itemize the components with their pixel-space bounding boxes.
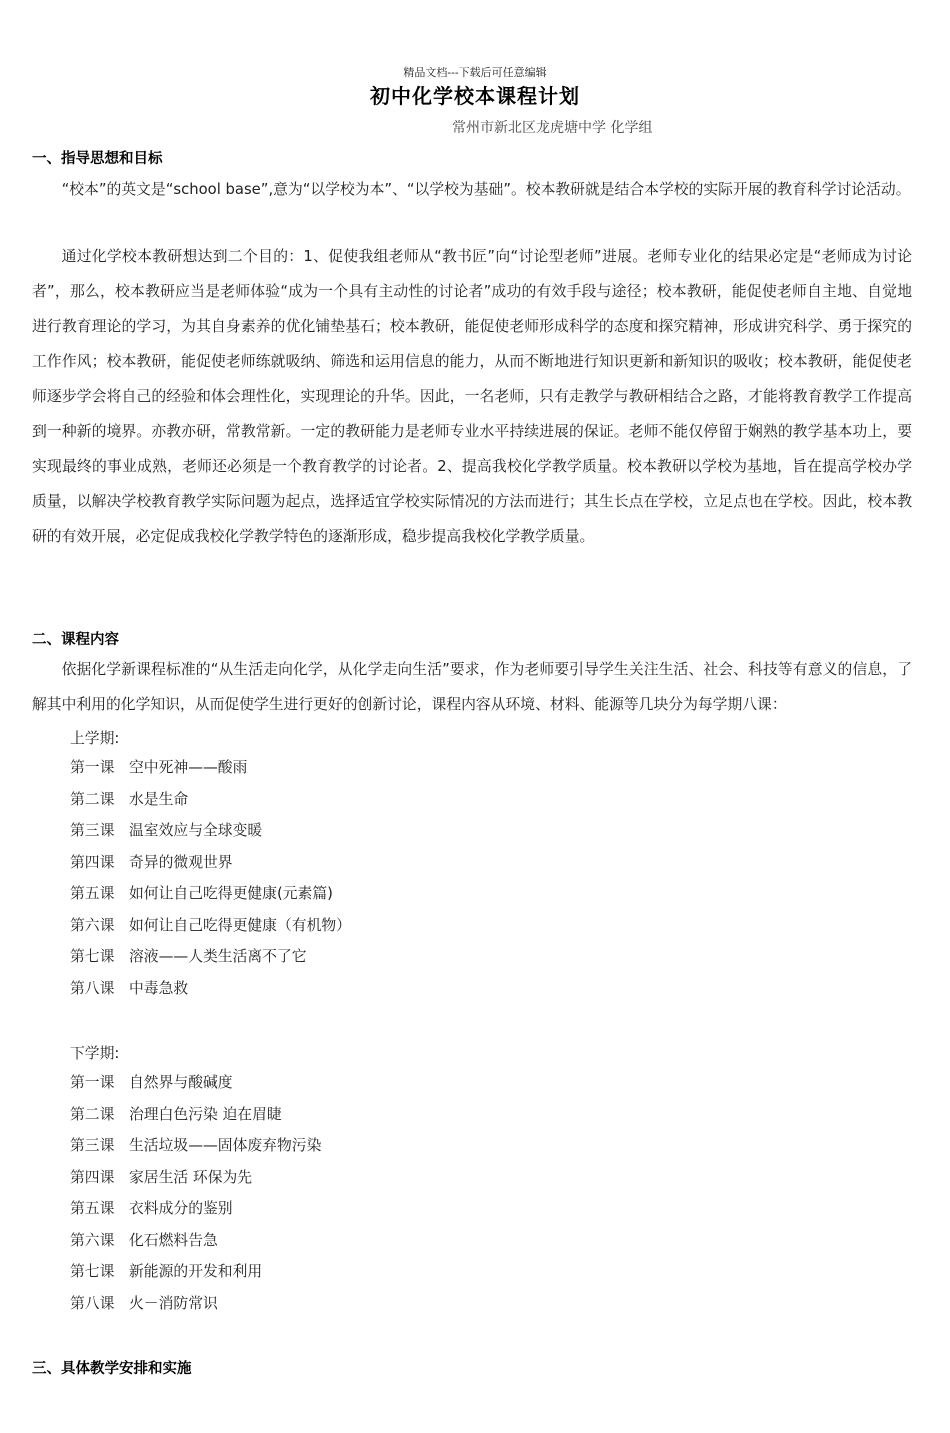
section1-paragraph-2: 通过化学校本教研想达到二个目的：1、促使我组老师从“教书匠”向“讨论型老师”进展。老师专业化的结果必定是“老师成为讨论者”，那么，校本教研应当是老师体验“成为一个具有主动性的讨论者”成功的有效手段与途径；校本教研，能促使老师自主地、自觉地进行教育理论的学习，为其自身素养的优化铺垫基石；校本教研，能促使老师形成科学的态度和探究精神，形成讲究科学、勇于探究的工作作风；校本教研，能促使老师练就吸纳、筛选和运用信息的能力，从而不断地进行知识更新和新知识的吸收；校本教研，能促使老师逐步学会将自己的经验和体会理性化，实现理论的升华。因此，一名老师，只有走教学与教研相结合之路，才能将教育教学工作提高到一种新的境界。亦教亦研，常教常新。一定的教研能力是老师专业水平持续进展的保证。老师不能仅停留于娴熟的教学基本功上，要实现最终的事业成熟，老师还必须是一个教育教学的讨论者。2、提高我校化学教学质量。校本教研以学校为基地，旨在提高学校办学质量，以解决学校教育教学实际问题为起点，选择适宜学校实际情况的方法而进行；其生长点在学校，立足点也在学校。因此，校本教研的有效开展，必定促成我校化学教学特色的逐渐形成，稳步提高我校化学教学质量。 <box>32 248 912 545</box>
lesson-item <box>70 757 351 789</box>
lesson-item <box>70 1261 321 1293</box>
lesson-item <box>70 1230 321 1262</box>
section3-heading: 三、具体教学安排和实施 <box>32 1361 192 1377</box>
lesson-topic: 奇异的微观世界 <box>129 853 233 871</box>
lesson-number: 第六课 <box>70 1231 115 1249</box>
lesson-number: 第三课 <box>70 822 115 839</box>
lesson-topic: 家居生活 环保为先 <box>129 1168 253 1186</box>
lesson-topic: 中毒急救 <box>129 979 189 997</box>
lesson-item <box>70 1293 321 1325</box>
lesson-number: 第二课 <box>70 1105 115 1123</box>
lesson-number: 第二课 <box>70 790 115 808</box>
lesson-number: 第五课 <box>70 1200 115 1217</box>
lesson-item <box>70 1072 321 1104</box>
term2-lesson-list <box>70 1072 321 1324</box>
lesson-item <box>70 1167 321 1199</box>
lesson-item <box>70 1198 321 1230</box>
lesson-number: 第一课 <box>70 759 115 776</box>
lesson-topic: 火－消防常识 <box>129 1294 218 1312</box>
lesson-topic: 治理白色污染 迫在眉睫 <box>129 1105 282 1123</box>
lesson-number: 第八课 <box>70 979 115 997</box>
lesson-topic: 水是生命 <box>129 790 189 808</box>
document-title: 初中化学校本课程计划 <box>370 84 580 108</box>
document-subtitle: 常州市新北区龙虎塘中学 化学组 <box>452 120 653 136</box>
lesson-item <box>70 789 351 821</box>
header-note: 精品文档---下载后可任意编辑 <box>403 66 547 79</box>
lesson-topic: 溶液——人类生活离不了它 <box>129 948 307 965</box>
lesson-topic: 如何让自己吃得更健康(元素篇) <box>129 885 333 902</box>
lesson-number: 第八课 <box>70 1294 115 1312</box>
section1-paragraph-1: “校本”的英文是“school base”,意为“以学校为本”、“以学校为基础”。校本教研就是结合本学校的实际开展的教育科学讨论活动。 <box>61 181 911 198</box>
lesson-topic: 衣料成分的鉴别 <box>129 1200 233 1217</box>
lesson-item <box>70 1135 321 1167</box>
lesson-topic: 自然界与酸碱度 <box>129 1074 233 1091</box>
term2-label: 下学期: <box>70 1045 120 1062</box>
term1-lesson-list <box>70 757 351 1009</box>
section2-heading: 二、课程内容 <box>32 632 119 648</box>
lesson-number: 第七课 <box>70 948 115 965</box>
section2-paragraph: 依据化学新课程标准的“从生活走向化学，从化学走向生活”要求，作为老师要引导学生关注生活、社会、科技等有意义的信息，了解其中利用的化学知识，从而促使学生进行更好的创新讨论，课程内容从环境、材料、能源等几块分为每学期八课： <box>32 661 912 714</box>
lesson-item <box>70 1104 321 1136</box>
term1-label: 上学期: <box>70 730 120 747</box>
lesson-item <box>70 946 351 978</box>
lesson-number: 第四课 <box>70 853 115 871</box>
lesson-topic: 如何让自己吃得更健康（有机物） <box>129 916 351 934</box>
lesson-item <box>70 978 351 1010</box>
lesson-topic: 空中死神——酸雨 <box>129 759 248 776</box>
lesson-number: 第七课 <box>70 1263 115 1280</box>
lesson-item <box>70 915 351 947</box>
lesson-topic: 化石燃料告急 <box>129 1231 218 1249</box>
lesson-item <box>70 883 351 915</box>
lesson-item <box>70 852 351 884</box>
lesson-number: 第四课 <box>70 1168 115 1186</box>
lesson-number: 第三课 <box>70 1137 115 1154</box>
lesson-item <box>70 820 351 852</box>
lesson-topic: 新能源的开发和利用 <box>129 1263 263 1280</box>
lesson-number: 第五课 <box>70 885 115 902</box>
lesson-number: 第六课 <box>70 916 115 934</box>
lesson-number: 第一课 <box>70 1074 115 1091</box>
section1-heading: 一、指导思想和目标 <box>32 151 163 167</box>
lesson-topic: 温室效应与全球变暖 <box>129 822 263 839</box>
lesson-topic: 生活垃圾——固体废弃物污染 <box>129 1137 322 1154</box>
